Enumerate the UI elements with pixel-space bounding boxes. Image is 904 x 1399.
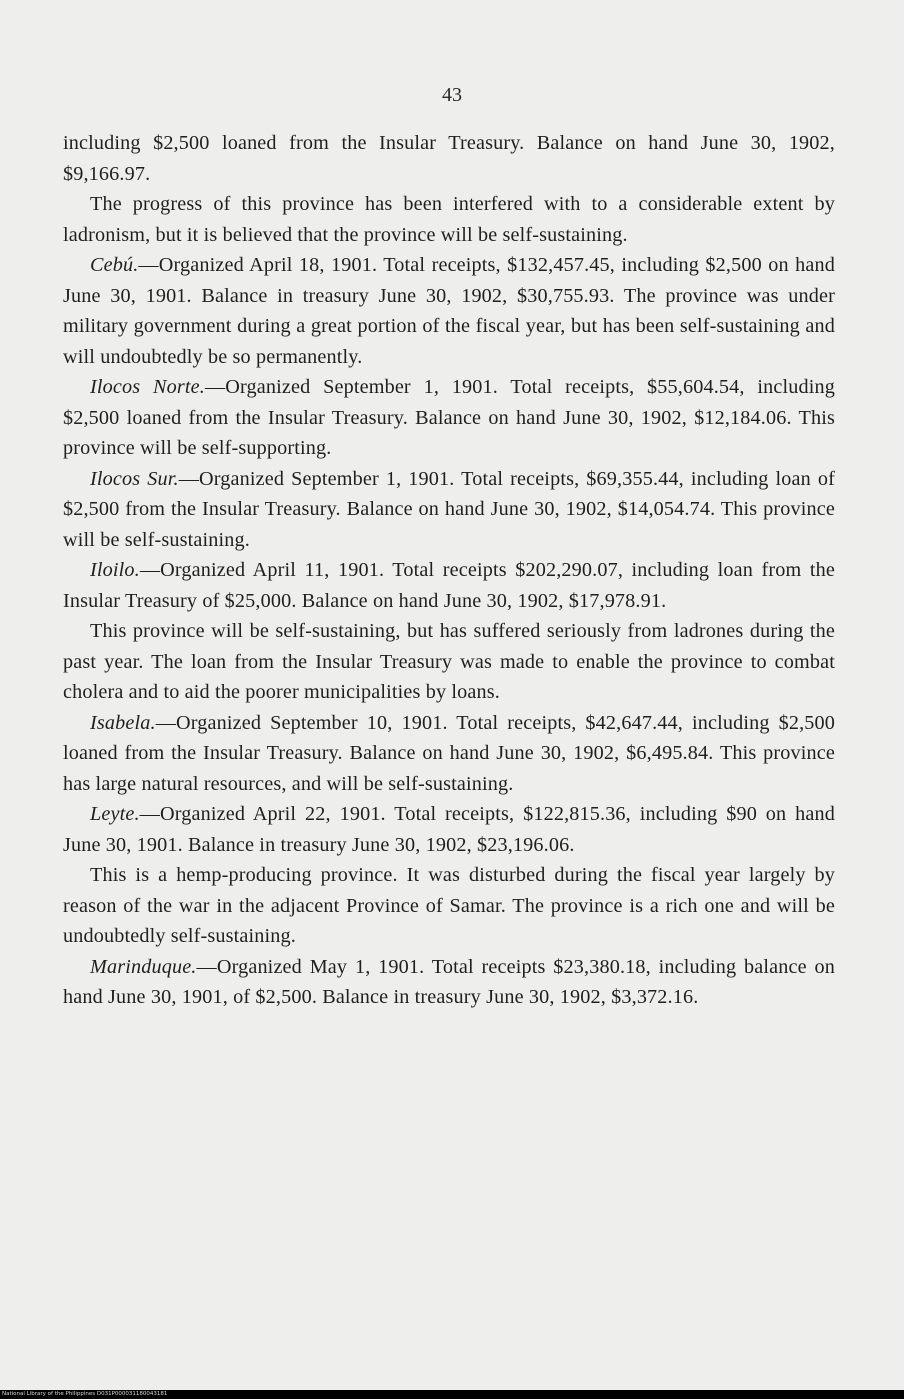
paragraph-text: —Organized May 1, 1901. Total receipts $23,380.18, including balance on hand June 30, 1901, of $2,500. Balance in treasury June 30, 1902, $3,372.16.: [63, 955, 835, 1008]
paragraph-text: including $2,500 loaned from the Insular Treasury. Balance on hand June 30, 1902, $9,166.97.: [63, 132, 835, 185]
province-heading: Isabela.: [90, 711, 156, 734]
paragraph: [63, 372, 835, 464]
paragraph: [63, 860, 835, 952]
paragraph-text: —Organized April 18, 1901. Total receipts, $132,457.45, including $2,500 on hand June 30, 1901. Balance in treasury June 30, 1902, $30,755.93. The province was under military government during a great portion of the fiscal year, but has been self-sustaining and will undoubtedly be so permanently.: [63, 254, 835, 368]
paragraph-text: The progress of this province has been interfered with to a considerable extent by ladronism, but it is believed that the province will be self-sustaining.: [63, 193, 835, 246]
paragraph-text: —Organized September 10, 1901. Total receipts, $42,647.44, including $2,500 loaned from the Insular Treasury. Balance on hand June 30, 1902, $6,495.84. This province has large natural resources, and will be self-sustaining.: [63, 711, 835, 795]
paragraph: [63, 464, 835, 556]
paragraph-text: —Organized September 1, 1901. Total receipts, $55,604.54, including $2,500 loaned from the Insular Treasury. Balance on hand June 30, 1902, $12,184.06. This province will be self-supporting.: [63, 376, 835, 459]
paragraph: [63, 708, 835, 800]
province-heading: Cebú.: [90, 254, 139, 276]
page-number: 43: [442, 84, 462, 106]
province-heading: Ilocos Sur.: [90, 467, 179, 490]
province-heading: Iloilo.: [90, 559, 140, 581]
paragraph-text: This province will be self-sustaining, but has suffered seriously from ladrones during the past year. The loan from the Insular Treasury was made to enable the province to combat cholera and to aid the poorer municipalities by loans.: [63, 620, 835, 703]
province-heading: Leyte.: [90, 803, 140, 825]
paragraph: [63, 189, 835, 250]
paragraph: [63, 799, 835, 860]
paragraph-text: —Organized April 11, 1901. Total receipts $202,290.07, including loan from the Insular Treasury of $25,000. Balance on hand June 30, 1902, $17,978.91.: [63, 559, 835, 612]
paragraph: [63, 128, 835, 189]
body-text: [63, 128, 835, 1013]
paragraph-text: —Organized September 1, 1901. Total receipts, $69,355.44, including loan of $2,500 from the Insular Treasury. Balance on hand June 30, 1902, $14,054.74. This province will be self-sustaining.: [63, 467, 835, 551]
paragraph-text: —Organized April 22, 1901. Total receipts, $122,815.36, including $90 on hand June 30, 1901. Balance in treasury June 30, 1902, $23,196.06.: [63, 803, 835, 856]
paragraph: [63, 616, 835, 708]
footer-label: National Library of the Philippines D031P000031180043181: [2, 1391, 168, 1397]
paragraph: [63, 952, 835, 1013]
paragraph: [63, 555, 835, 616]
province-heading: Ilocos Norte.: [90, 376, 205, 398]
province-heading: Marinduque.: [90, 955, 197, 978]
paragraph: [63, 250, 835, 372]
paragraph-text: This is a hemp-producing province. It was disturbed during the fiscal year largely by reason of the war in the adjacent Province of Samar. The province is a rich one and will be undoubtedly self-sustaining.: [63, 864, 835, 947]
